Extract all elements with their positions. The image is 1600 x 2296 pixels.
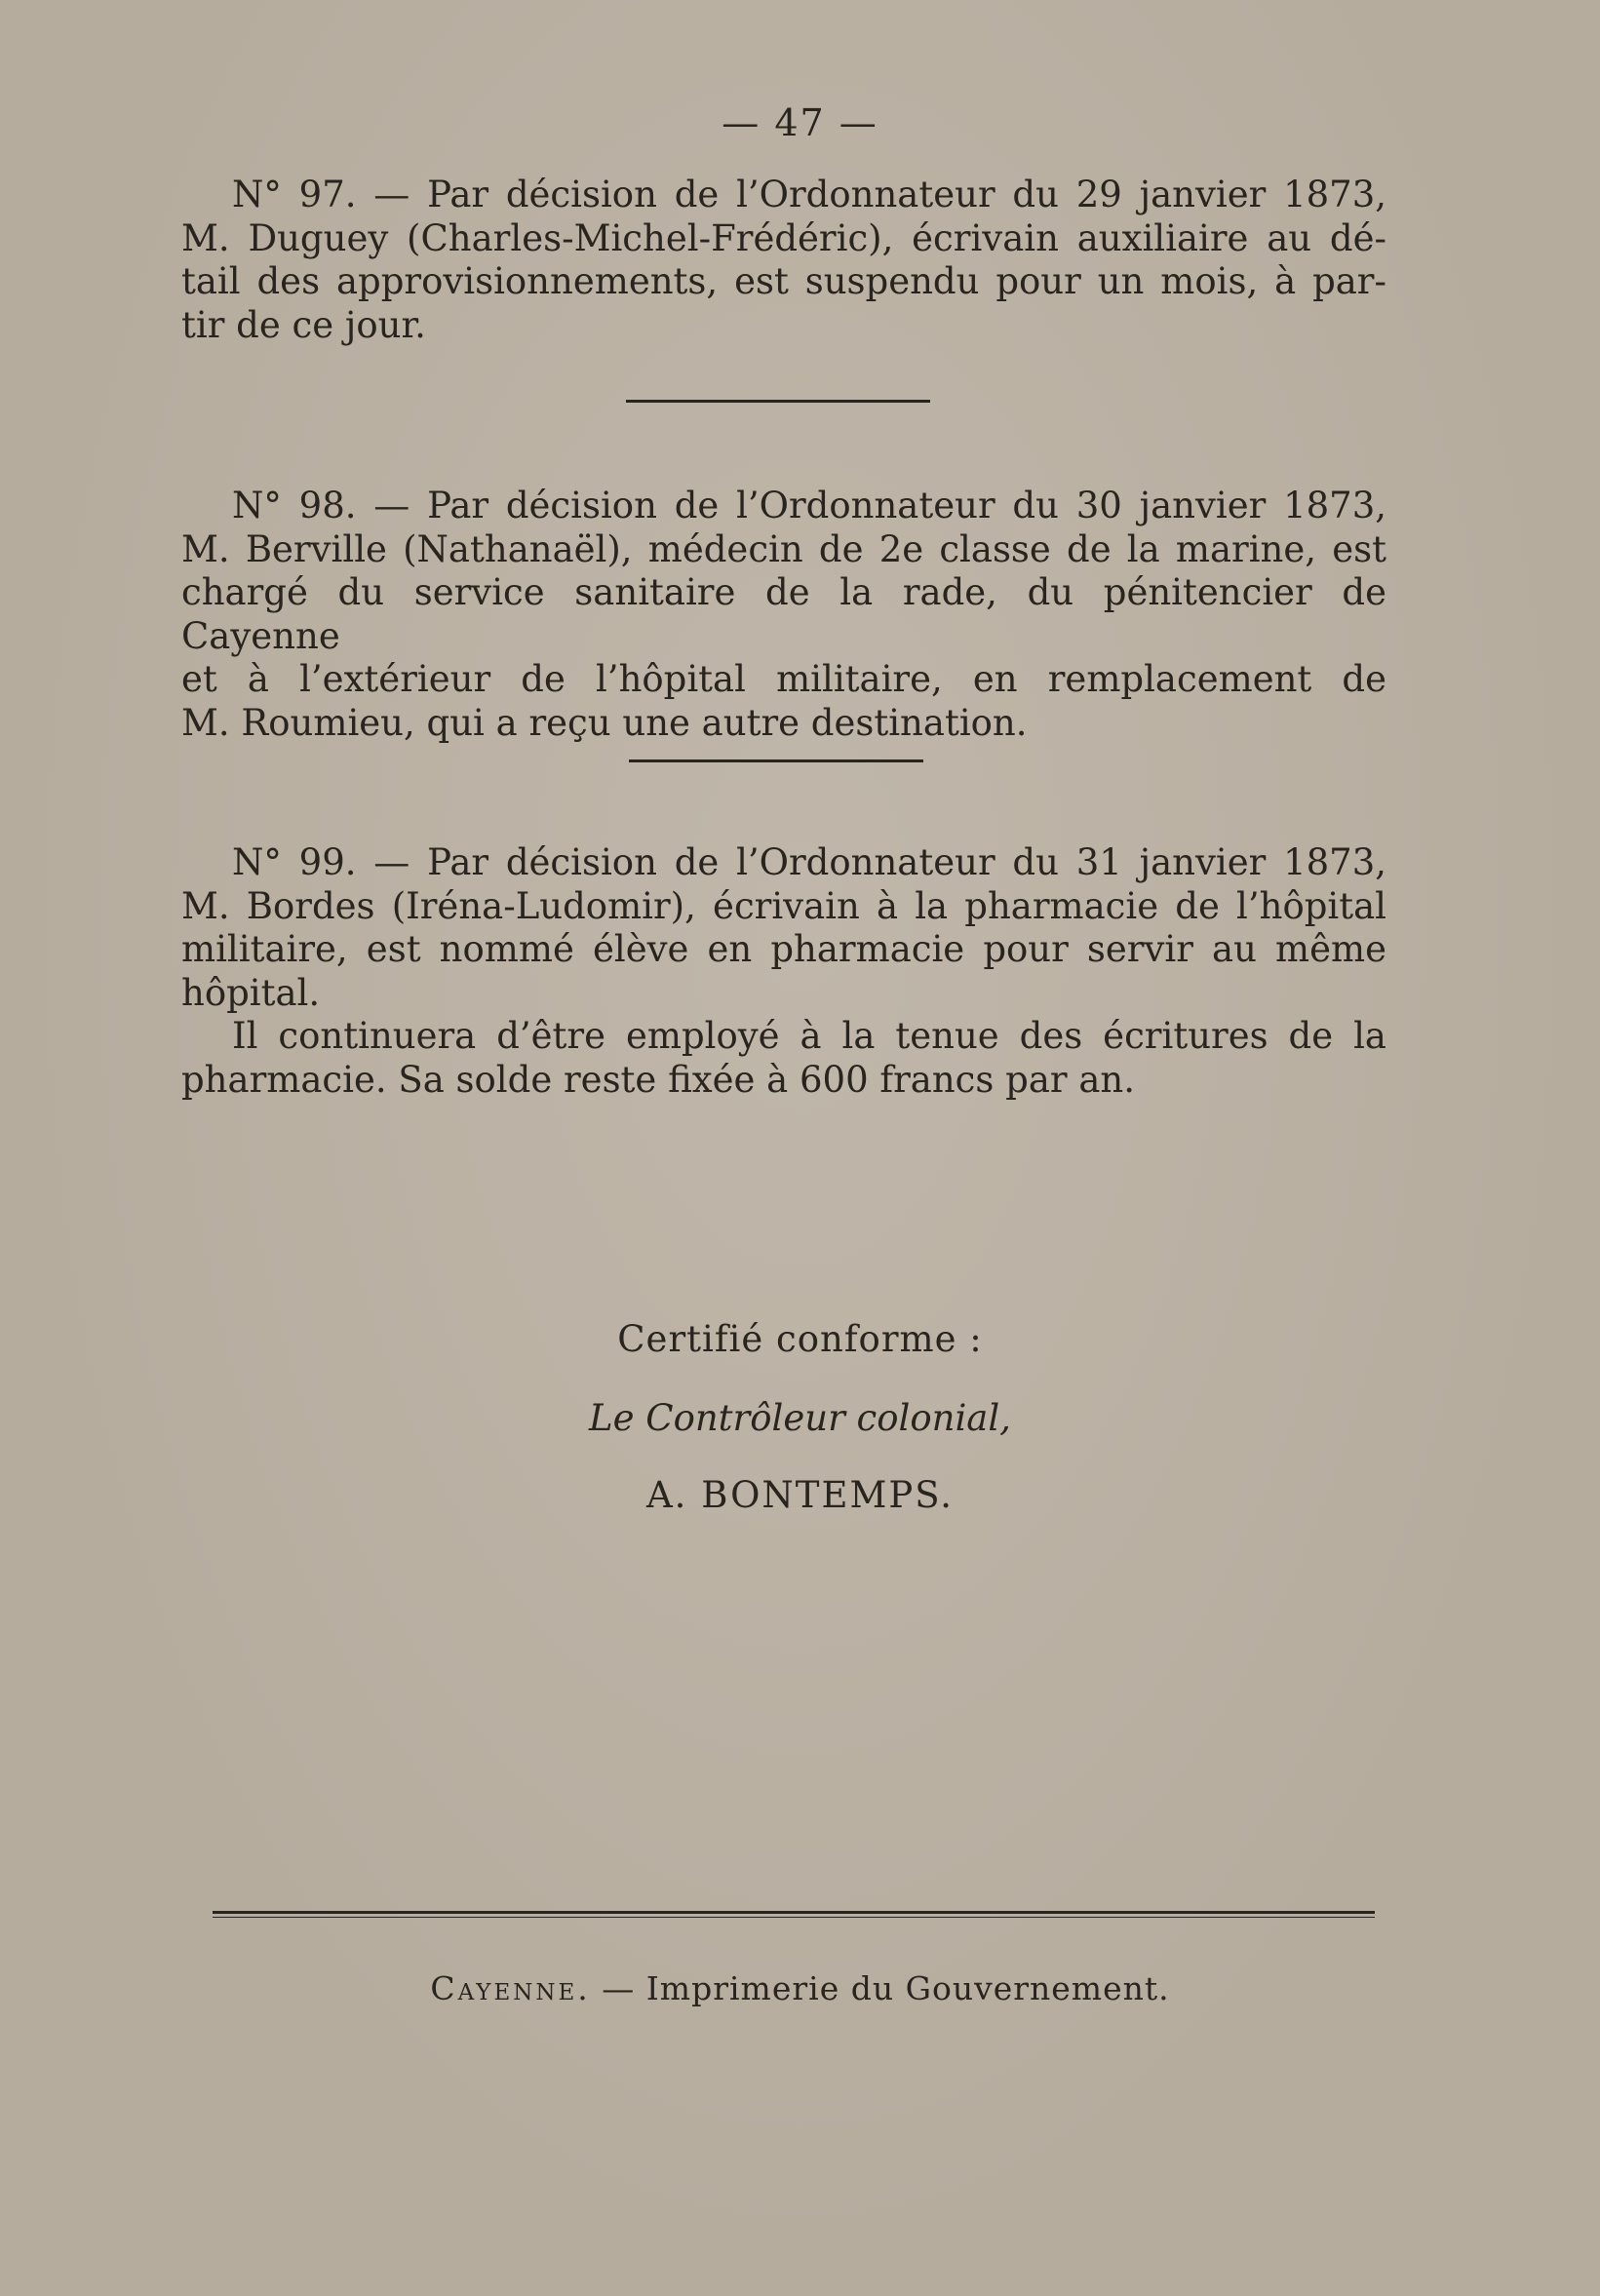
entry-line: militaire, est nommé élève en pharmacie pour servir au même <box>181 928 1386 970</box>
entry-98 <box>181 485 1386 745</box>
entry-line: M. Duguey (Charles-Michel-Frédéric), écrivain auxiliaire au dé- <box>181 216 1386 259</box>
entry-line: M. Berville (Nathanaël), médecin de 2e classe de la marine, est <box>181 527 1386 570</box>
entry-line: pharmacie. Sa solde reste fixée à 600 francs par an. <box>181 1058 1135 1101</box>
separator-rule <box>629 759 923 762</box>
certification-signatory: A. BONTEMPS. <box>645 1474 955 1516</box>
entry-97-paragraph <box>181 174 1386 347</box>
entry-99-paragraph-2 <box>181 1015 1386 1102</box>
entry-98-paragraph <box>181 485 1386 745</box>
footer-city: Cayenne. <box>430 1969 591 2007</box>
footer-rule <box>213 1911 1375 1914</box>
entry-line: chargé du service sanitaire de la rade, du pénitencier de Cayenne <box>181 571 1386 657</box>
entry-line: N° 99. — Par décision de l’Ordonnateur du 31 janvier 1873, <box>232 841 1386 883</box>
entry-99-paragraph-1 <box>181 841 1386 1015</box>
entry-line: tir de ce jour. <box>181 303 426 346</box>
entry-line: N° 98. — Par décision de l’Ordonnateur du 30 janvier 1873, <box>232 485 1386 526</box>
footer-printer: — Imprimerie du Gouvernement. <box>590 1969 1170 2007</box>
entry-line: M. Roumieu, qui a reçu une autre destination. <box>181 701 1028 744</box>
entry-line: Il continuera d’être employé à la tenue des écritures de la <box>232 1015 1386 1057</box>
entry-line: tail des approvisionnements, est suspendu pour un mois, à par- <box>181 260 1386 302</box>
page-number: — 47 — <box>722 101 878 144</box>
entry-line: N° 97. — Par décision de l’Ordonnateur du 29 janvier 1873, <box>232 174 1386 215</box>
entry-line: hôpital. <box>181 971 321 1014</box>
entry-97 <box>181 174 1386 347</box>
entry-line: et à l’extérieur de l’hôpital militaire, en remplacement de <box>181 658 1386 700</box>
entry-line: M. Bordes (Iréna-Ludomir), écrivain à la pharmacie de l’hôpital <box>181 884 1386 927</box>
certification-line: Certifié conforme : <box>617 1318 983 1360</box>
separator-rule <box>626 400 930 403</box>
footer-rule-thin <box>213 1917 1375 1918</box>
certification-role: Le Contrôleur colonial, <box>589 1397 1011 1439</box>
entry-99 <box>181 841 1386 1102</box>
printer-footer <box>0 1969 1600 2007</box>
